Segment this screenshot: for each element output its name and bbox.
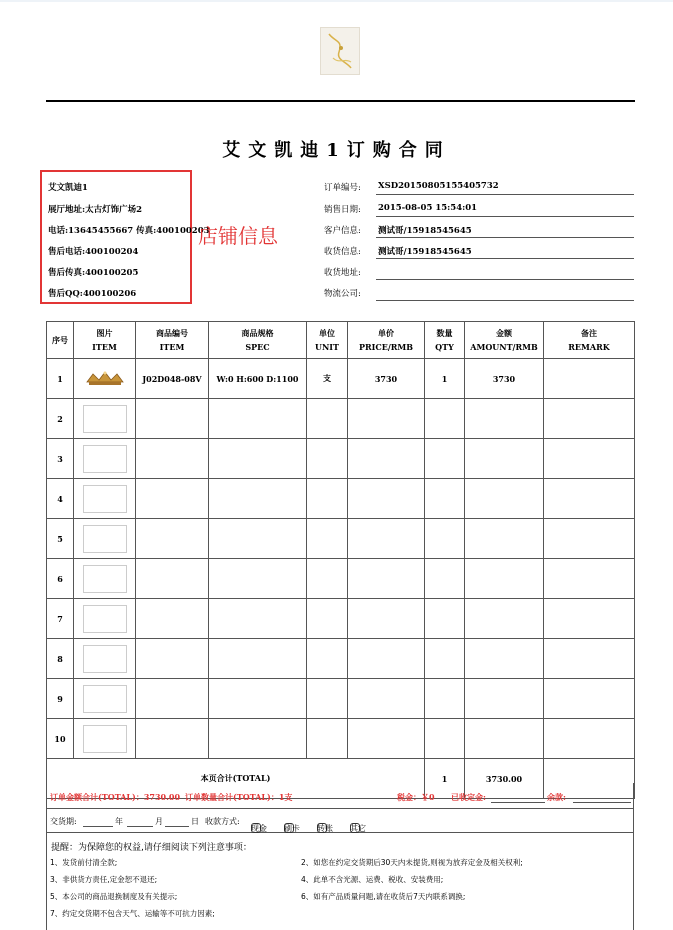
shop-after-sales-phone: 售后电话:400100204 bbox=[48, 247, 139, 257]
order-qty-total: 订单数量合计(TOTAL)：1支 bbox=[185, 792, 293, 802]
row-unit: 支 bbox=[307, 359, 348, 399]
receiver-label: 收货信息: bbox=[324, 247, 361, 257]
address-underline bbox=[376, 279, 634, 280]
page-top-edge bbox=[0, 0, 673, 2]
col-amount-cn: 金额 bbox=[496, 328, 512, 338]
col-code-cn: 商品编号 bbox=[156, 328, 188, 338]
row-image bbox=[74, 559, 136, 599]
transfer-label: 转账 bbox=[317, 824, 333, 833]
image-placeholder bbox=[83, 565, 127, 593]
balance-field[interactable] bbox=[573, 802, 631, 803]
row-seq: 1 bbox=[47, 359, 74, 399]
table-row bbox=[47, 479, 635, 519]
col-remark-header bbox=[544, 322, 635, 359]
image-placeholder bbox=[83, 445, 127, 473]
row-qty: 1 bbox=[425, 359, 465, 399]
order-no-underline bbox=[376, 194, 634, 195]
col-unit-cn: 单位 bbox=[319, 328, 335, 338]
row-seq: 10 bbox=[47, 719, 74, 759]
image-placeholder bbox=[83, 685, 127, 713]
col-unit-en: UNIT bbox=[315, 342, 339, 352]
col-qty-en: QTY bbox=[435, 342, 454, 352]
table-header-row bbox=[47, 322, 635, 359]
col-spec-header bbox=[209, 322, 307, 359]
col-qty-cn: 数量 bbox=[436, 328, 453, 338]
image-placeholder bbox=[83, 405, 127, 433]
note-item: 2、如您在约定交货期后30天内未提货,则视为放弃定金及相关权利; bbox=[301, 858, 523, 867]
table-row bbox=[47, 679, 635, 719]
row-image bbox=[74, 359, 136, 399]
sale-date-value: 2015-08-05 15:54:01 bbox=[378, 203, 478, 213]
row-seq: 8 bbox=[47, 639, 74, 679]
row-seq: 7 bbox=[47, 599, 74, 639]
col-code-en: ITEM bbox=[159, 342, 185, 352]
row-image bbox=[74, 399, 136, 439]
other-label: 其它 bbox=[350, 824, 366, 833]
delivery-year-field[interactable] bbox=[83, 826, 113, 827]
deposit-label: 已收定金: bbox=[451, 792, 486, 802]
page-total-amount: 3730.00 bbox=[465, 759, 544, 799]
cash-label: 现金 bbox=[251, 824, 267, 833]
shop-name: 艾文凯迪1 bbox=[48, 183, 88, 193]
col-spec-en: SPEC bbox=[245, 342, 270, 352]
customer-label: 客户信息: bbox=[324, 226, 361, 236]
delivery-month-unit: 月 bbox=[155, 817, 163, 826]
image-placeholder bbox=[83, 725, 127, 753]
col-unit-header bbox=[307, 322, 348, 359]
receiver-underline bbox=[376, 258, 634, 259]
image-placeholder bbox=[83, 645, 127, 673]
document-title: 艾文凯迪1订购合同 bbox=[222, 140, 451, 161]
notes-section bbox=[46, 833, 634, 930]
col-price-cn: 单价 bbox=[378, 328, 394, 338]
shop-after-sales-fax: 售后传真:400100205 bbox=[48, 268, 139, 278]
col-price-header bbox=[348, 322, 425, 359]
customer-value: 测试哥/15918545645 bbox=[378, 226, 472, 236]
table-row bbox=[47, 519, 635, 559]
col-image-cn: 图片 bbox=[96, 328, 113, 338]
table-row bbox=[47, 599, 635, 639]
col-remark-en: REMARK bbox=[568, 342, 610, 352]
order-no-label: 订单编号: bbox=[324, 183, 361, 193]
table-row bbox=[47, 439, 635, 479]
order-no-value: XSD20150805155405732 bbox=[378, 181, 499, 191]
col-image-header bbox=[74, 322, 136, 359]
row-seq: 9 bbox=[47, 679, 74, 719]
note-item: 3、非供货方责任,定金恕不退还; bbox=[50, 875, 158, 884]
receiver-value: 测试哥/15918545645 bbox=[378, 247, 472, 257]
col-remark-cn: 备注 bbox=[581, 328, 597, 338]
chandelier-product-icon bbox=[85, 370, 125, 386]
col-qty-header bbox=[425, 322, 465, 359]
note-item: 6、如有产品质量问题,请在收货后7天内联系调换; bbox=[301, 892, 466, 901]
col-amount-header bbox=[465, 322, 544, 359]
row-image bbox=[74, 639, 136, 679]
items-table bbox=[46, 321, 635, 799]
delivery-payment-row bbox=[46, 809, 634, 833]
row-image bbox=[74, 599, 136, 639]
note-item: 5、本公司的商品退换制度及有关提示; bbox=[50, 892, 178, 901]
table-row bbox=[47, 359, 635, 399]
image-placeholder bbox=[83, 485, 127, 513]
col-seq-label: 序号 bbox=[52, 335, 68, 345]
tax-amount: 税金：￥0 bbox=[397, 792, 435, 802]
address-label: 收货地址: bbox=[324, 268, 361, 278]
delivery-day-unit: 日 bbox=[191, 817, 199, 826]
delivery-year-unit: 年 bbox=[115, 817, 123, 826]
row-seq: 3 bbox=[47, 439, 74, 479]
col-code-header bbox=[136, 322, 209, 359]
company-logo bbox=[320, 27, 360, 75]
page-total-qty: 1 bbox=[425, 759, 465, 799]
logistics-label: 物流公司: bbox=[324, 289, 361, 299]
shop-phone-fax: 电话:13645455667 传真:400100203 bbox=[48, 226, 210, 236]
logo-chandelier-icon bbox=[321, 28, 359, 74]
shop-info-annotation: 店铺信息 bbox=[198, 224, 278, 248]
sale-date-label: 销售日期: bbox=[324, 205, 361, 215]
header-rule bbox=[46, 100, 635, 102]
shop-after-sales-qq: 售后QQ:400100206 bbox=[48, 289, 137, 299]
image-placeholder bbox=[83, 525, 127, 553]
payment-method-label: 收款方式: bbox=[205, 817, 240, 826]
order-summary-row bbox=[46, 783, 634, 809]
delivery-date-label: 交货期: bbox=[50, 817, 77, 826]
row-image bbox=[74, 439, 136, 479]
page-total-label: 本页合计(TOTAL) bbox=[47, 759, 425, 799]
table-row bbox=[47, 719, 635, 759]
row-image bbox=[74, 719, 136, 759]
card-label: 刷卡 bbox=[284, 824, 300, 833]
table-row bbox=[47, 559, 635, 599]
balance-label: 余款: bbox=[547, 792, 566, 802]
table-row bbox=[47, 399, 635, 439]
row-image bbox=[74, 479, 136, 519]
delivery-day-field[interactable] bbox=[165, 826, 189, 827]
sale-date-underline bbox=[376, 216, 634, 217]
row-amount: 3730 bbox=[465, 359, 544, 399]
logistics-underline bbox=[376, 300, 634, 301]
deposit-field[interactable] bbox=[491, 802, 545, 803]
col-amount-en: AMOUNT/RMB bbox=[470, 342, 538, 352]
col-price-en: PRICE/RMB bbox=[358, 342, 414, 352]
col-spec-cn: 商品规格 bbox=[241, 328, 274, 338]
row-seq: 2 bbox=[47, 399, 74, 439]
order-amount-total: 订单金额合计(TOTAL)：3730.00 bbox=[50, 792, 181, 802]
row-code: J02D048-08V bbox=[136, 359, 209, 399]
row-spec: W:0 H:600 D:1100 bbox=[209, 359, 307, 399]
row-seq: 4 bbox=[47, 479, 74, 519]
col-image-en: ITEM bbox=[92, 342, 117, 352]
table-row bbox=[47, 639, 635, 679]
note-item: 1、发货前付清全款; bbox=[50, 858, 118, 867]
row-seq: 5 bbox=[47, 519, 74, 559]
delivery-month-field[interactable] bbox=[127, 826, 153, 827]
row-remark bbox=[544, 359, 635, 399]
row-seq: 6 bbox=[47, 559, 74, 599]
row-image bbox=[74, 519, 136, 559]
image-placeholder bbox=[83, 605, 127, 633]
row-price: 3730 bbox=[348, 359, 425, 399]
row-image bbox=[74, 679, 136, 719]
note-item: 7、约定交货期不包含天气、运输等不可抗力因素; bbox=[50, 909, 215, 918]
customer-underline bbox=[376, 237, 634, 238]
shop-address: 展厅地址:太古灯饰广场2 bbox=[48, 205, 143, 215]
note-item: 4、此单不含光源、运费、税收、安装费用; bbox=[301, 875, 444, 884]
col-seq-header bbox=[47, 322, 74, 359]
notes-title: 提醒：为保障您的权益,请仔细阅读下列注意事项： bbox=[51, 843, 252, 853]
